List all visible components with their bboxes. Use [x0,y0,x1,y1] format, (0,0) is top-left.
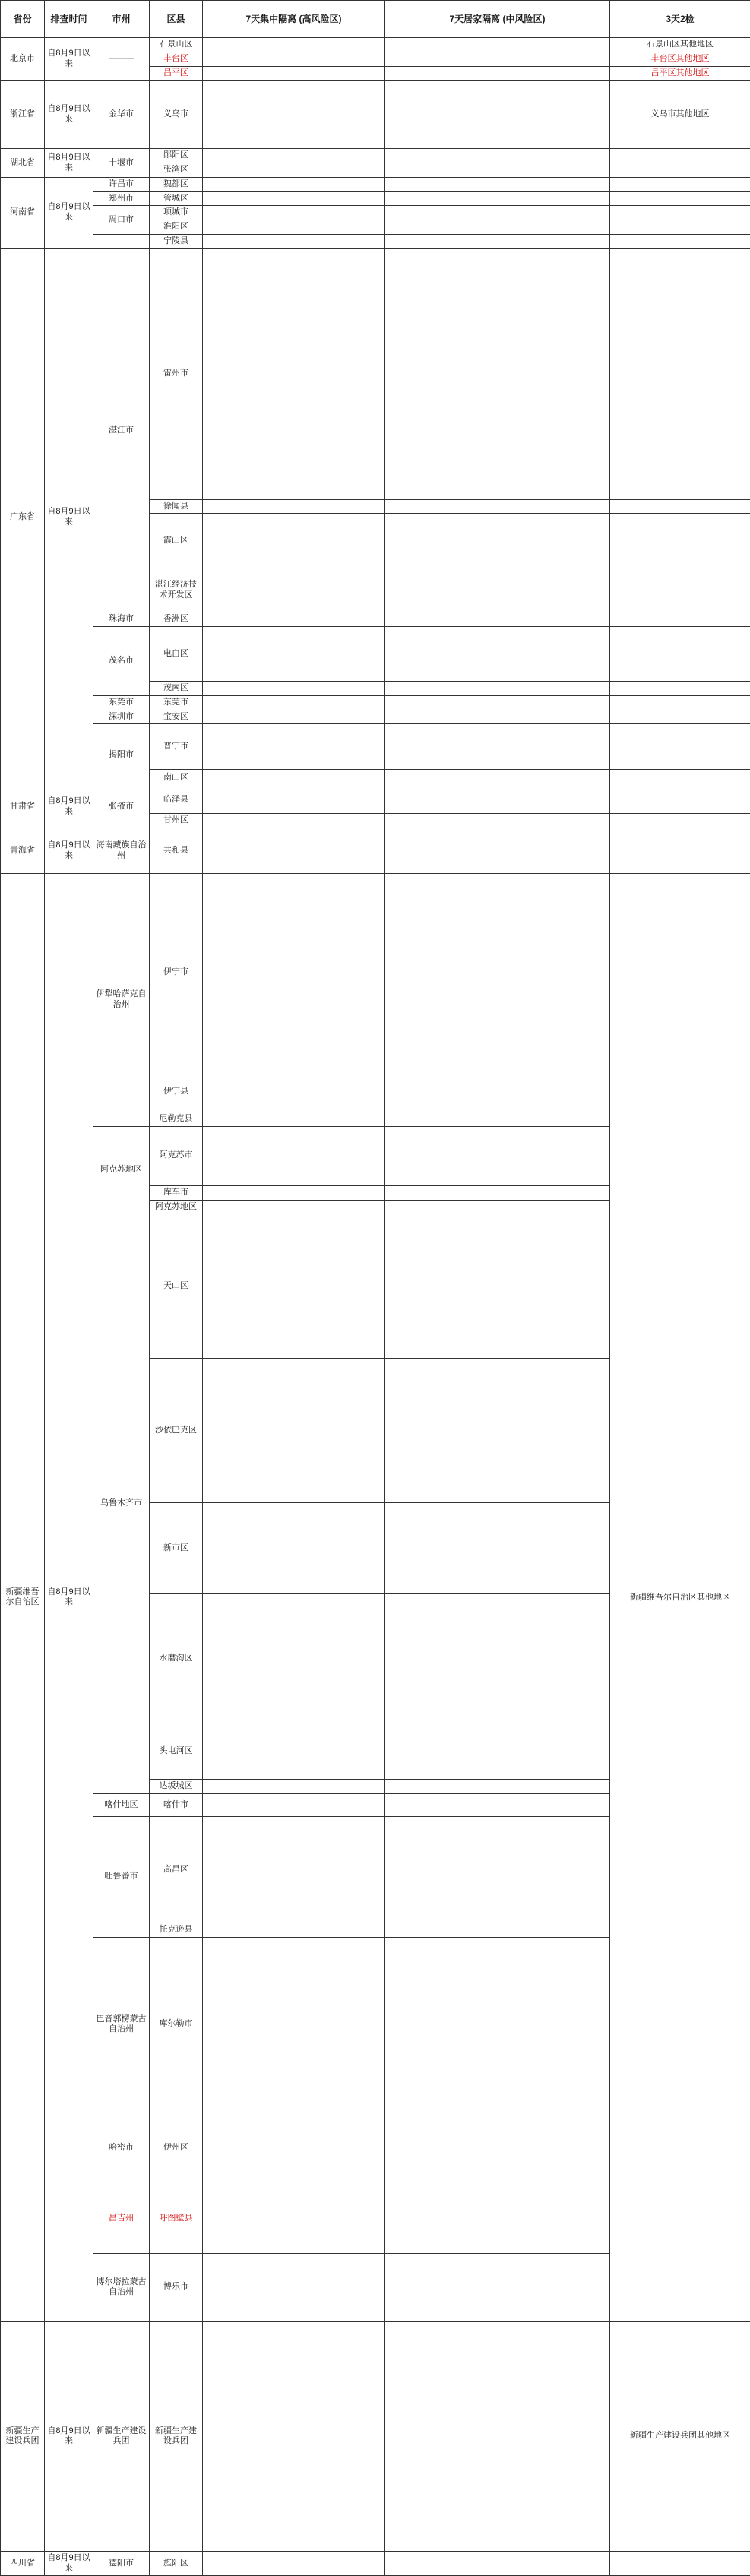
time-qinghai: 自8月9日以来 [45,828,93,874]
district-maonan: 茂南区 [150,682,203,696]
home-yining-county [385,1071,610,1112]
city-hubei: 十堰市 [93,149,150,178]
monitor-shijingshan: 石景山区其他地区 [610,38,750,52]
header-row [1,1,750,38]
province-beijing: 北京市 [1,38,45,81]
district-xiangzhou: 香洲区 [150,612,203,627]
district-ganzhou: 甘州区 [150,814,203,828]
central-gaochang [203,1817,385,1923]
time-gansu: 自8月9日以来 [45,786,93,828]
district-yining-city: 伊宁市 [150,874,203,1071]
city-bazhou: 巴音郭楞蒙古自治州 [93,1937,150,2112]
central-nanshan [203,770,385,786]
monitor-guancheng [610,191,750,206]
province-xinjiang: 新疆维吾尔自治区 [1,874,45,2322]
city-akesu: 阿克苏地区 [93,1126,150,1214]
central-shijingshan [203,38,385,52]
city-shenzhen: 深圳市 [93,710,150,724]
time-beijing: 自8月9日以来 [45,38,93,81]
province-hubei: 湖北省 [1,149,45,178]
central-yining-county [203,1071,385,1112]
home-guancheng [385,191,610,206]
city-zhuhai: 珠海市 [93,612,150,627]
district-dongguan: 东莞市 [150,695,203,710]
table-row [1,786,750,814]
central-kuerle [203,1937,385,2112]
central-yining-city [203,874,385,1071]
table-row [1,149,750,163]
time-guangdong: 自8月9日以来 [45,248,93,786]
central-nileke [203,1112,385,1127]
table-row [1,206,750,220]
city-boertala: 博尔塔拉蒙古自治州 [93,2253,150,2321]
central-ganzhou [203,814,385,828]
monitor-zhangwan [610,163,750,178]
home-tuokexun [385,1923,610,1938]
table-row [1,234,750,248]
city-gansu: 张掖市 [93,786,150,828]
home-yining-city [385,874,610,1071]
monitor-changping: 昌平区其他地区 [610,66,750,81]
central-leizhou [203,248,385,499]
district-hutubi: 呼图壁县 [150,2185,203,2253]
district-shuimogou: 水磨沟区 [150,1594,203,1723]
province-bingtuan: 新疆生产建设兵团 [1,2321,45,2551]
monitor-gonghe [610,828,750,874]
header-home: 7天居家隔离 (中风险区) [385,1,610,38]
home-dabancheng [385,1780,610,1794]
district-kuerle: 库尔勒市 [150,1937,203,2112]
header-time: 排查时间 [45,1,93,38]
city-zhengzhou: 郑州市 [93,191,150,206]
central-akesu-region [203,1200,385,1214]
district-huaiyang: 淮阳区 [150,220,203,235]
monitor-dongguan [610,695,750,710]
central-zhangwan [203,163,385,178]
monitor-leizhou [610,248,750,499]
monitor-ningling [610,234,750,248]
home-xiangcheng [385,206,610,220]
table-row [1,828,750,874]
district-bingtuan: 新疆生产建设兵团 [150,2321,203,2551]
home-hutubi [385,2185,610,2253]
home-shayibake [385,1359,610,1503]
central-huaiyang [203,220,385,235]
monitor-fengtai: 丰台区其他地区 [610,52,750,66]
district-nileke: 尼勒克县 [150,1112,203,1127]
header-province: 省份 [1,1,45,38]
monitor-baoan [610,710,750,724]
home-linze [385,786,610,814]
home-gonghe [385,828,610,874]
time-zhejiang: 自8月9日以来 [45,81,93,149]
district-akesu-city: 阿克苏市 [150,1126,203,1185]
central-yunyang [203,149,385,163]
district-ningling: 宁陵县 [150,234,203,248]
city-zhoukou: 周口市 [93,206,150,235]
district-xuwen: 徐闻县 [150,499,203,514]
central-dianbai [203,627,385,682]
district-shayibake: 沙依巴克区 [150,1359,203,1503]
central-dongguan [203,695,385,710]
monitor-jingyang [610,2551,750,2576]
central-akesu-city [203,1126,385,1185]
province-qinghai: 青海省 [1,828,45,874]
central-yizhou [203,2112,385,2185]
central-xuwen [203,499,385,514]
home-huaiyang [385,220,610,235]
central-xinshi [203,1503,385,1594]
central-puning [203,724,385,770]
time-bingtuan: 自8月9日以来 [45,2321,93,2551]
monitor-ganzhou [610,814,750,828]
province-henan: 河南省 [1,177,45,248]
city-xuchang: 许昌市 [93,177,150,191]
district-leizhou: 雷州市 [150,248,203,499]
monitor-xiangzhou [610,612,750,627]
central-kashi-city [203,1794,385,1817]
city-hami: 哈密市 [93,2112,150,2185]
home-leizhou [385,248,610,499]
district-baoan: 宝安区 [150,710,203,724]
home-xinshi [385,1503,610,1594]
time-xinjiang: 自8月9日以来 [45,874,93,2322]
district-guancheng: 管城区 [150,191,203,206]
home-weidu [385,177,610,191]
central-zhanjiang-dev [203,568,385,612]
district-tianshan: 天山区 [150,1214,203,1359]
city-empty [93,234,150,248]
district-linze: 临泽县 [150,786,203,814]
city-jieyang: 揭阳市 [93,724,150,786]
home-maonan [385,682,610,696]
district-kuche: 库车市 [150,1185,203,1200]
central-changping [203,66,385,81]
central-bingtuan [203,2321,385,2551]
district-akesu-region: 阿克苏地区 [150,1200,203,1214]
city-dongguan: 东莞市 [93,695,150,710]
district-kashi-city: 喀什市 [150,1794,203,1817]
home-gaochang [385,1817,610,1923]
home-ningling [385,234,610,248]
home-kuerle [385,1937,610,2112]
city-sichuan: 德阳市 [93,2551,150,2576]
city-maoming: 茂名市 [93,627,150,696]
monitor-puning [610,724,750,770]
district-weidu: 魏都区 [150,177,203,191]
district-shijingshan: 石景山区 [150,38,203,52]
table-row [1,38,750,52]
district-gonghe: 共和县 [150,828,203,874]
monitor-maonan [610,682,750,696]
province-zhejiang: 浙江省 [1,81,45,149]
time-hubei: 自8月9日以来 [45,149,93,178]
central-tianshan [203,1214,385,1359]
central-weidu [203,177,385,191]
home-shijingshan [385,38,610,52]
table-row [1,612,750,627]
time-henan: 自8月9日以来 [45,177,93,248]
table-row [1,710,750,724]
district-yiwu: 义乌市 [150,81,203,149]
table-row [1,627,750,682]
province-sichuan: 四川省 [1,2551,45,2576]
district-dabancheng: 达坂城区 [150,1780,203,1794]
central-bole [203,2253,385,2321]
district-puning: 普宁市 [150,724,203,770]
home-zhanjiang-dev [385,568,610,612]
central-toutunhe [203,1723,385,1780]
central-xiangcheng [203,206,385,220]
header-monitor: 3天2检 [610,1,750,38]
table-row [1,177,750,191]
header-district: 区县 [150,1,203,38]
district-changping: 昌平区 [150,66,203,81]
home-xiangzhou [385,612,610,627]
city-yili: 伊犁哈萨克自治州 [93,874,150,1127]
table-row [1,191,750,206]
table-row [1,874,750,1071]
central-xiashan [203,514,385,568]
monitor-zhanjiang-dev [610,568,750,612]
table-row [1,81,750,149]
province-guangdong: 广东省 [1,248,45,786]
district-xinshi: 新市区 [150,1503,203,1594]
monitor-huaiyang [610,220,750,235]
district-yining-county: 伊宁县 [150,1071,203,1112]
monitor-bingtuan: 新疆生产建设兵团其他地区 [610,2321,750,2551]
district-bole: 博乐市 [150,2253,203,2321]
central-shayibake [203,1359,385,1503]
header-city: 市州 [93,1,150,38]
home-shuimogou [385,1594,610,1723]
home-toutunhe [385,1723,610,1780]
home-tianshan [385,1214,610,1359]
central-yiwu [203,81,385,149]
home-bole [385,2253,610,2321]
home-baoan [385,710,610,724]
monitor-linze [610,786,750,814]
central-jingyang [203,2551,385,2576]
city-turpan: 吐鲁番市 [93,1817,150,1938]
district-zhangwan: 张湾区 [150,163,203,178]
city-zhejiang: 金华市 [93,81,150,149]
central-xiangzhou [203,612,385,627]
home-akesu-region [385,1200,610,1214]
monitor-yiwu: 义乌市其他地区 [610,81,750,149]
central-guancheng [203,191,385,206]
district-dianbai: 电白区 [150,627,203,682]
district-nanshan: 南山区 [150,770,203,786]
home-kuche [385,1185,610,1200]
home-xiashan [385,514,610,568]
city-changji: 昌吉州 [93,2185,150,2253]
table-row [1,695,750,710]
home-fengtai [385,52,610,66]
city-beijing: ——— [93,38,150,81]
central-maonan [203,682,385,696]
home-nanshan [385,770,610,786]
monitor-dianbai [610,627,750,682]
table-row [1,724,750,770]
home-xuwen [385,499,610,514]
monitor-xuwen [610,499,750,514]
monitor-xinjiang: 新疆维吾尔自治区其他地区 [610,874,750,2322]
home-jingyang [385,2551,610,2576]
central-shuimogou [203,1594,385,1723]
home-yunyang [385,149,610,163]
central-hutubi [203,2185,385,2253]
table-row [1,248,750,499]
central-linze [203,786,385,814]
home-kashi-city [385,1794,610,1817]
monitor-nanshan [610,770,750,786]
home-yizhou [385,2112,610,2185]
city-qinghai: 海南藏族自治州 [93,828,150,874]
district-tuokexun: 托克逊县 [150,1923,203,1938]
district-xiangcheng: 项城市 [150,206,203,220]
province-gansu: 甘肃省 [1,786,45,828]
home-dongguan [385,695,610,710]
central-fengtai [203,52,385,66]
central-dabancheng [203,1780,385,1794]
district-toutunhe: 头屯河区 [150,1723,203,1780]
monitor-yunyang [610,149,750,163]
central-ningling [203,234,385,248]
city-zhanjiang: 湛江市 [93,248,150,612]
home-dianbai [385,627,610,682]
district-jingyang: 旌阳区 [150,2551,203,2576]
city-kashi: 喀什地区 [93,1794,150,1817]
home-zhangwan [385,163,610,178]
district-zhanjiang-dev: 湛江经济技术开发区 [150,568,203,612]
city-bingtuan: 新疆生产建设兵团 [93,2321,150,2551]
home-yiwu [385,81,610,149]
district-gaochang: 高昌区 [150,1817,203,1923]
table-row [1,2551,750,2576]
home-nileke [385,1112,610,1127]
home-ganzhou [385,814,610,828]
central-baoan [203,710,385,724]
central-tuokexun [203,1923,385,1938]
central-gonghe [203,828,385,874]
district-yunyang: 郧阳区 [150,149,203,163]
header-central: 7天集中隔离 (高风险区) [203,1,385,38]
central-kuche [203,1185,385,1200]
city-urumqi: 乌鲁木齐市 [93,1214,150,1794]
table-row [1,2321,750,2551]
home-bingtuan [385,2321,610,2551]
district-fengtai: 丰台区 [150,52,203,66]
district-xiashan: 霞山区 [150,514,203,568]
time-sichuan: 自8月9日以来 [45,2551,93,2576]
district-yizhou: 伊州区 [150,2112,203,2185]
monitor-weidu [610,177,750,191]
monitor-xiangcheng [610,206,750,220]
home-changping [385,66,610,81]
monitor-xiashan [610,514,750,568]
home-puning [385,724,610,770]
home-akesu-city [385,1126,610,1185]
